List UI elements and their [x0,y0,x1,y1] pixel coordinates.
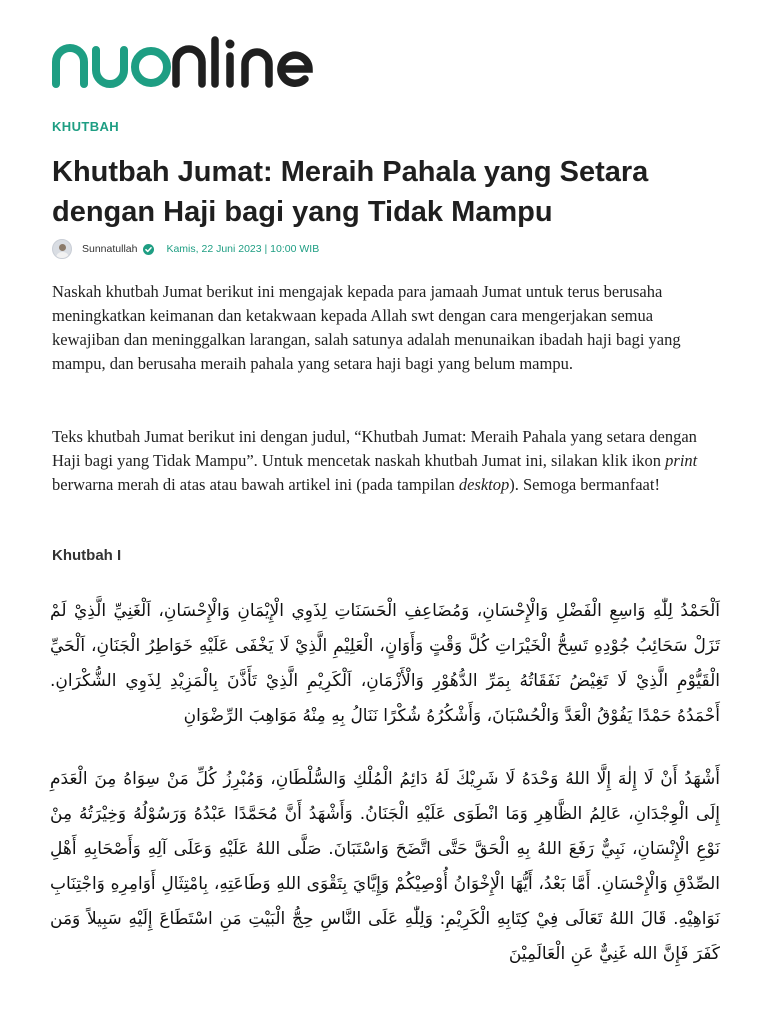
instruction-text-1: Teks khutbah Jumat berikut ini dengan judul, “Khutbah Jumat: Meraih Pahala yang setara dengan Haji bagi yang Tidak Mampu”. Untuk mencetak naskah khutbah Jumat ini, silakan klik ikon [52,427,697,470]
site-logo[interactable] [52,34,316,96]
section-heading: Khutbah I [52,547,122,564]
arabic-paragraph-2: أَشْهَدُ أَنْ لَا إِلٰهَ إِلَّا اللهُ وَحْدَهُ لَا شَرِيْكَ لَهُ دَائِمُ الْمُلْكِ وَالسُّلْطَانِ، وَمُبْرِزُ كُلِّ مَنْ سِوَاهُ مِنَ الْعَدَمِ إِلَى الْوِجْدَانِ، عَالِمُ الظَّاهِرِ وَمَا انْطَوَى عَلَيْهِ الْجَنَانُ. وَأَشْهَدُ أَنَّ مُحَمَّدًا عَبْدُهُ وَرَسُوْلُهُ وَخِيْرَتُهُ مِنْ نَوْعِ الْإِنْسَانِ، نَبِيٌّ رَفَعَ اللهُ بِهِ الْحَقَّ حَتَّى اتَّضَحَ وَاسْتَبَانَ. صَلَّى اللهُ عَلَيْهِ وَعَلَى آلِهِ وَأَصْحَابِهِ أَهْلِ الصِّدْقِ وَالْإِحْسَانِ. أَمَّا بَعْدُ، أَيُّهَا الْإِخْوَانُ أُوْصِيْكُمْ وَإِيَّايَ بِتَقْوَى اللهِ وَطَاعَتِهِ، بِامْتِثَالِ أَوَامِرِهِ وَاجْتِنَابِ نَوَاهِيْهِ. قَالَ اللهُ تَعَالَى فِيْ كِتَابِهِ الْكَرِيْمِ: وَلِلّٰهِ عَلَى النَّاسِ حِجُّ الْبَيْتِ مَنِ اسْتَطَاعَ إِلَيْهِ سَبِيلاً وَمَن كَفَرَ فَإِنَّ الله غَنِيٌّ عَنِ الْعَالَمِيْنَ [50,769,720,964]
publish-date: Kamis, 22 Juni 2023 | 10:00 WIB [166,243,320,255]
verified-check-icon [143,244,154,255]
intro-paragraph: Naskah khutbah Jumat berikut ini mengajak kepada para jamaah Jumat untuk terus berusaha meningkatkan keimanan dan ketakwaan kepada Allah swt dengan cara mengerjakan semua kewajiban dan meninggalkan larangan, salah satunya adalah menunaikan ibadah haji bagi yang mampu, dan berusaha meraih pahala yang setara haji bagi yang belum mampu. [52,282,681,373]
author-avatar[interactable] [52,239,72,259]
instruction-text-2: berwarna merah di atas atau bawah artikel ini (pada tampilan [52,475,459,494]
print-word: print [665,451,698,470]
article-meta [52,238,319,260]
arabic-paragraph-1: اَلْحَمْدُ لِلّٰهِ وَاسِعِ الْفَضْلِ وَالْإِحْسَانِ، وَمُضَاعِفِ الْحَسَنَاتِ لِذَوِي الْإِيْمَانِ وَالْإِحْسَانِ، اَلْغَنِيِّ الَّذِيْ لَمْ تَزَلْ سَحَائِبُ جُوْدِهِ تَسِحُّ الْخَيْرَاتِ كُلَّ وَقْتٍ وَأَوَانٍ، الْعَلِيْمِ الَّذِيْ لَا يَخْفَى عَلَيْهِ خَوَاطِرُ الْجَنَانِ، اَلْحَيِّ الْقَيُّوْمِ الَّذِيْ لَا تَغِيْضُ نَفَقَاتُهُ بِمَرِّ الدُّهُوْرِ وَالْأَزْمَانِ، اَلْكَرِيْمِ الَّذِيْ تَأَذَّنَ بِالْمَزِيْدِ لِذَوِي الشُّكْرَانِ. أَحْمَدُهُ حَمْدًا يَفُوْقُ الْعَدَّ وَالْحُسْبَانَ، وَأَشْكُرُهُ شُكْرًا نَنَالُ بِهِ مِنْهُ مَوَاهِبَ الرِّضْوَانِ [50,601,720,726]
nuonline-logo-graphic [52,34,316,96]
author-name[interactable]: Sunnatullah [82,243,138,255]
desktop-word: desktop [458,475,510,494]
category-label[interactable]: KHUTBAH [52,119,120,134]
instruction-paragraph [52,425,716,497]
instruction-text-3: ). Semoga bermanfaat! [509,475,660,494]
article-title: Khutbah Jumat: Meraih Pahala yang Setara dengan Haji bagi yang Tidak Mampu [52,156,649,228]
